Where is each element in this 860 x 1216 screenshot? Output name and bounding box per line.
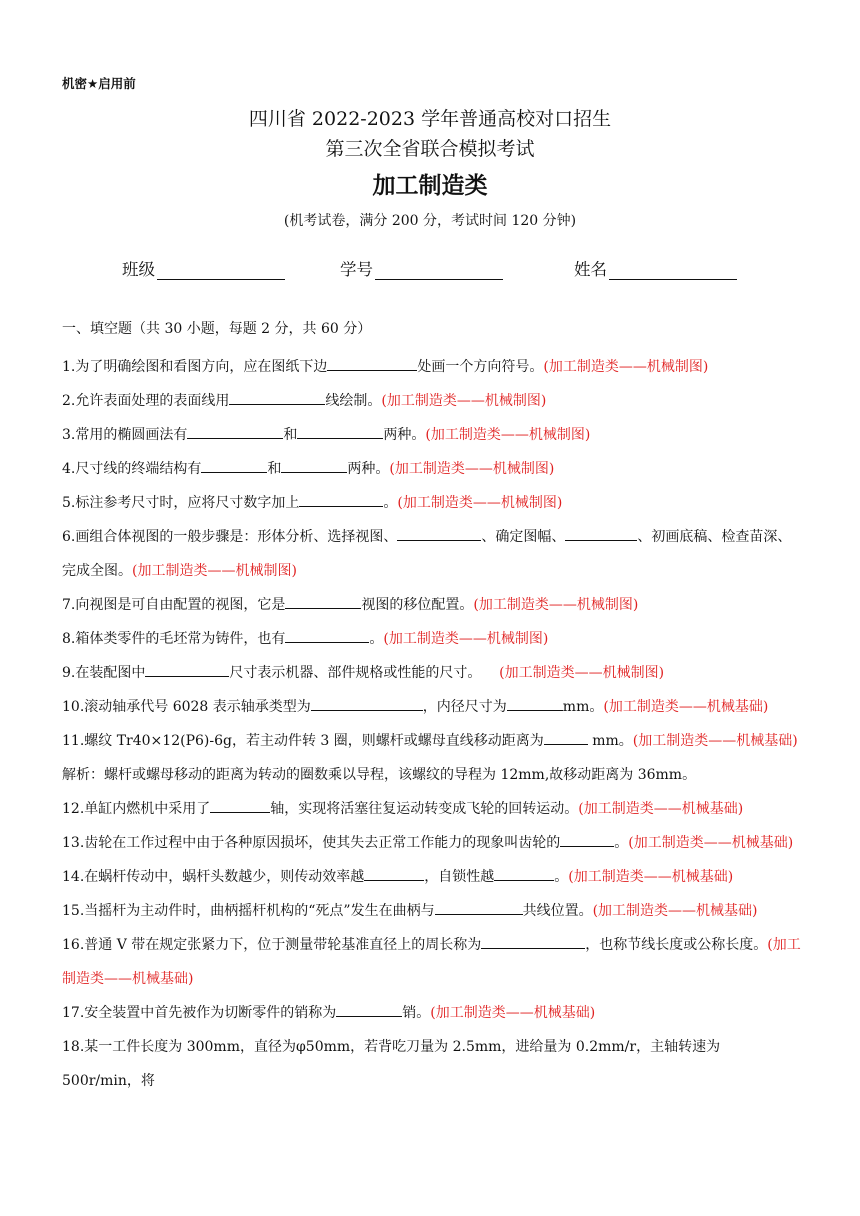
question-5: 5.标注参考尺寸时，应将尺寸数字加上 。(加工制造类——机械制图) (62, 486, 802, 520)
category-tag: (加工制造类——机械基础) (578, 801, 744, 817)
category-tag: (加工制造类——机械基础) (632, 733, 798, 749)
category-tag: (加工制造类——机械制图) (397, 495, 563, 511)
class-blank[interactable] (157, 261, 285, 280)
answer-blank[interactable] (327, 355, 417, 371)
category-tag: (加工制造类——机械制图) (425, 427, 591, 443)
question-17: 17.安全装置中首先被作为切断零件的销称为 销。(加工制造类——机械基础) (62, 996, 802, 1030)
student-id-label: 学号 (340, 260, 373, 279)
name-blank[interactable] (609, 261, 737, 280)
answer-blank[interactable] (507, 695, 563, 711)
confidential-mark: 机密★启用前 (62, 76, 136, 91)
category-tag: (加工制造类——机械制图) (383, 631, 549, 647)
student-id-blank[interactable] (375, 261, 503, 280)
question-2: 2.允许表面处理的表面线用 线绘制。(加工制造类——机械制图) (62, 384, 802, 418)
category-tag: (加工制造类——机械基础) (603, 699, 769, 715)
answer-blank[interactable] (229, 389, 325, 405)
category-tag: (加工制造类——机械基础) (592, 903, 758, 919)
question-8: 8.箱体类零件的毛坯常为铸件，也有 。(加工制造类——机械制图) (62, 622, 802, 656)
category-tag: (加工制造类——机械基础) (568, 869, 734, 885)
answer-blank[interactable] (560, 831, 614, 847)
question-12: 12.单缸内燃机中采用了 轴，实现将活塞往复运动转变成飞轮的回转运动。(加工制造类——机械基础) (62, 792, 802, 826)
question-14: 14.在蜗杆传动中，蜗杆头数越少，则传动效率越 ，自锁性越 。(加工制造类——机械基础) (62, 860, 802, 894)
answer-blank[interactable] (481, 933, 585, 949)
class-label: 班级 (122, 260, 155, 279)
question-18: 18.某一工件长度为 300mm，直径为φ50mm，若背吃刀量为 2.5mm，进给量为 0.2mm/r，主轴转速为 500r/min，将 (62, 1039, 721, 1089)
question-list (62, 350, 802, 1098)
answer-blank[interactable] (494, 865, 554, 881)
answer-blank[interactable] (565, 525, 637, 541)
category-tag: (加工制造类——机械基础) (628, 835, 794, 851)
question-11: 11.螺纹 Tr40×12(P6)-6g，若主动件转 3 圈，则螺杆或螺母直线移动距离为 mm。(加工制造类——机械基础) (62, 724, 802, 758)
question-3: 3.常用的椭圆画法有 和 两种。(加工制造类——机械制图) (62, 418, 802, 452)
question-16: 16.普通 V 带在规定张紧力下，位于测量带轮基准直径上的周长称为 ，也称节线长度或公称长度。(加工制造类——机械基础) (62, 928, 802, 996)
analysis-text: 解析：螺杆或螺母移动的距离为转动的圈数乘以导程，该螺纹的导程为 12mm,故移动距离为 36mm。 (62, 767, 697, 783)
question-10: 10.滚动轴承代号 6028 表示轴承类型为 ，内径尺寸为 mm。(加工制造类——机械基础) (62, 690, 802, 724)
answer-blank[interactable] (281, 457, 347, 473)
exam-title-line1: 四川省 2022-2023 学年普通高校对口招生 (248, 108, 612, 130)
answer-blank[interactable] (299, 491, 383, 507)
question-13: 13.齿轮在工作过程中由于各种原因损坏，使其失去正常工作能力的现象叫齿轮的 。(加工制造类——机械基础) (62, 826, 802, 860)
answer-blank[interactable] (364, 865, 424, 881)
answer-blank[interactable] (145, 661, 229, 677)
question-1: 1.为了明确绘图和看图方向，应在图纸下边 处画一个方向符号。(加工制造类——机械制图) (62, 350, 802, 384)
category-tag: (加工制造类——机械制图) (499, 665, 665, 681)
category-tag: (加工制造类——机械制图) (132, 563, 297, 579)
name-field (574, 256, 737, 280)
question-7: 7.向视图是可自由配置的视图，它是 视图的移位配置。(加工制造类——机械制图) (62, 588, 802, 622)
category-tag: (加工制造类——机械制图) (473, 597, 639, 613)
category-tag: (加工制造类——机械基础) (62, 937, 801, 987)
section-heading: 一、填空题（共 30 小题，每题 2 分，共 60 分） (62, 321, 372, 337)
category-tag: (加工制造类——机械制图) (543, 359, 709, 375)
answer-blank[interactable] (336, 1001, 402, 1017)
category-tag: (加工制造类——机械制图) (381, 393, 547, 409)
exam-note: (机考试卷，满分 200 分，考试时间 120 分钟) (283, 213, 577, 229)
answer-blank[interactable] (544, 729, 588, 745)
exam-subject-title: 加工制造类 (372, 173, 488, 199)
category-tag: (加工制造类——机械制图) (389, 461, 555, 477)
answer-blank[interactable] (435, 899, 523, 915)
student-info-fields (0, 256, 860, 280)
category-tag: (加工制造类——机械基础) (430, 1005, 596, 1021)
answer-blank[interactable] (297, 423, 383, 439)
question-9: 9.在装配图中 尺寸表示机器、部件规格或性能的尺寸。 (加工制造类——机械制图) (62, 656, 802, 690)
question-6: 6.画组合体视图的一般步骤是：形体分析、选择视图、 、确定图幅、 、初画底稿、检查苗深、完成全图。(加工制造类——机械制图) (62, 520, 802, 588)
exam-title-line2: 第三次全省联合模拟考试 (325, 138, 535, 160)
answer-blank[interactable] (210, 797, 270, 813)
answer-blank[interactable] (285, 627, 369, 643)
question-4: 4.尺寸线的终端结构有 和 两种。(加工制造类——机械制图) (62, 452, 802, 486)
class-field (122, 256, 285, 280)
student-id-field (340, 256, 503, 280)
answer-blank[interactable] (187, 423, 283, 439)
name-label: 姓名 (574, 260, 607, 279)
answer-blank[interactable] (201, 457, 267, 473)
answer-blank[interactable] (311, 695, 423, 711)
answer-blank[interactable] (397, 525, 481, 541)
answer-blank[interactable] (285, 593, 361, 609)
question-15: 15.当摇杆为主动件时，曲柄摇杆机构的“死点”发生在曲柄与 共线位置。(加工制造类——机械基础) (62, 894, 802, 928)
